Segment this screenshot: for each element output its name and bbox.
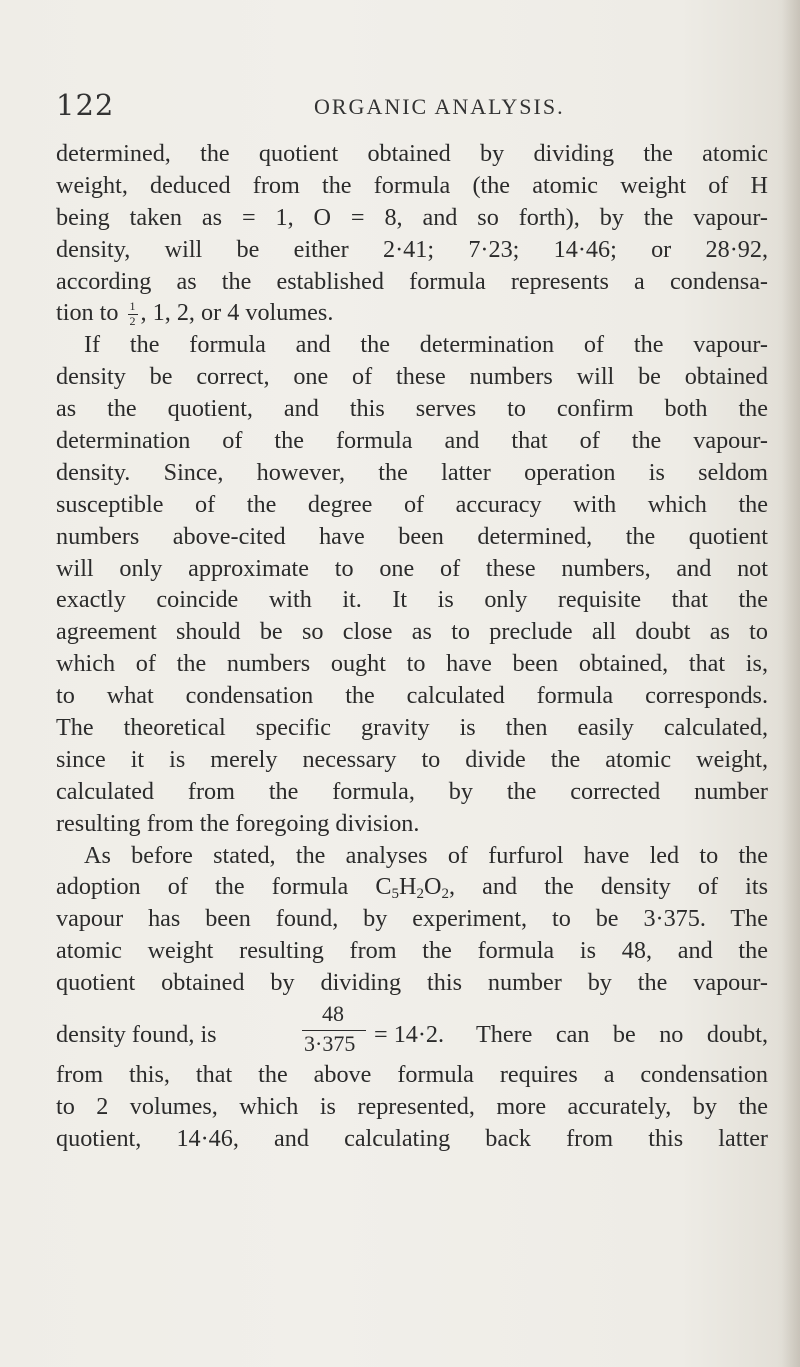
- text-line: density. Since, however, the latter operation is seldom: [56, 458, 768, 486]
- text-line: quotient, 14·46, and calculating back from this latter: [56, 1124, 768, 1152]
- density-fraction: [302, 999, 368, 1059]
- text-line: resulting from the foregoing division.: [56, 809, 420, 837]
- text-line: according as the established formula represents a condensa-: [56, 267, 768, 295]
- density-equation-line: [56, 999, 768, 1059]
- text-line: exactly coincide with it. It is only requisite that the: [56, 586, 768, 614]
- text-line: [56, 297, 768, 329]
- text-line: density be correct, one of these numbers will be obtained: [56, 363, 768, 391]
- text-line: vapour has been found, by experiment, to be 3·375. The: [56, 905, 768, 933]
- text-line: from this, that the above formula requires a condensation: [56, 1061, 768, 1089]
- text-line: atomic weight resulting from the formula is 48, and the: [56, 937, 768, 965]
- formula-outro: and the density of its: [482, 873, 768, 901]
- fraction-denominator: 3·375: [304, 1031, 356, 1057]
- text-line: calculated from the formula, by the corrected number: [56, 777, 768, 805]
- density-tail: There can be no doubt,: [476, 1021, 768, 1049]
- density-prefix: density found, is: [56, 1021, 217, 1049]
- formula-intro: adoption of the formula: [56, 873, 349, 901]
- text-line: to what condensation the calculated formula corresponds.: [56, 682, 768, 710]
- page-number: 122: [56, 88, 115, 122]
- text-line: weight, deduced from the formula (the atomic weight of H: [56, 171, 768, 199]
- half-numerator: 1: [129, 299, 136, 314]
- condensation-text-end: , 1, 2, or 4 volumes.: [140, 299, 334, 327]
- text-line: to 2 volumes, which is represented, more accurately, by the: [56, 1092, 768, 1120]
- text-line: density, will be either 2·41; 7·23; 14·46; or 28·92,: [56, 235, 768, 263]
- running-title: ORGANIC ANALYSIS.: [314, 94, 565, 119]
- body-text: [56, 138, 768, 1155]
- text-line: since it is merely necessary to divide the atomic weight,: [56, 745, 768, 773]
- furfurol-formula: $C_5H_2O_2$,: [375, 873, 456, 903]
- one-half-fraction: [127, 299, 139, 329]
- text-line: as the quotient, and this serves to confirm both the: [56, 395, 768, 423]
- text-line: If the formula and the determination of the vapour-: [84, 331, 768, 359]
- condensation-text-start: tion to: [56, 299, 119, 327]
- text-line: The theoretical specific gravity is then easily calculated,: [56, 714, 768, 742]
- text-line: As before stated, the analyses of furfurol have led to the: [84, 841, 768, 869]
- text-line: which of the numbers ought to have been obtained, that is,: [56, 650, 768, 678]
- half-denominator: 2: [129, 314, 136, 329]
- text-line: being taken as = 1, O = 8, and so forth), by the vapour-: [56, 203, 768, 231]
- text-line: [56, 871, 768, 903]
- text-line: agreement should be so close as to preclude all doubt as to: [56, 618, 768, 646]
- text-line: determined, the quotient obtained by dividing the atomic: [56, 140, 768, 167]
- fraction-numerator: 48: [322, 1001, 344, 1027]
- density-result: = 14·2.: [374, 1021, 445, 1049]
- page-edge-shadow: [782, 0, 800, 1367]
- text-line: will only approximate to one of these numbers, and not: [56, 554, 768, 582]
- text-line: susceptible of the degree of accuracy with which the: [56, 490, 768, 518]
- running-head: [0, 88, 800, 128]
- text-line: numbers above-cited have been determined, the quotient: [56, 522, 768, 550]
- text-line: determination of the formula and that of the vapour-: [56, 427, 768, 455]
- text-line: quotient obtained by dividing this number by the vapour-: [56, 969, 768, 997]
